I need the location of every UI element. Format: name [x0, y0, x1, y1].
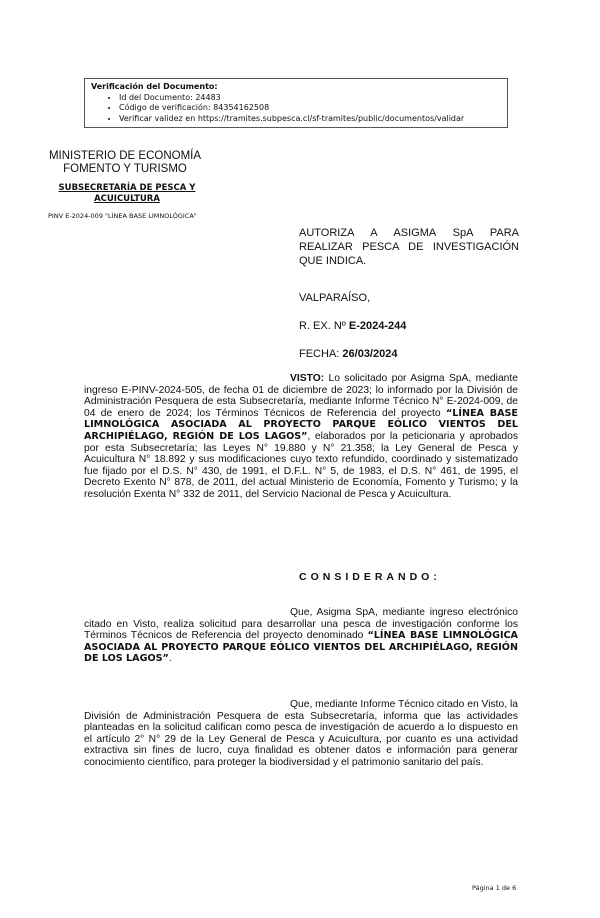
document-reference: PINV E-2024-009 "LÍNEA BASE LIMNOLÓGICA" — [48, 212, 197, 220]
resolution-heading: AUTORIZA A ASIGMA SpA PARA REALIZAR PESCA DE INVESTIGACIÓN QUE INDICA. — [299, 227, 519, 267]
verification-code: • Código de verificación: 84354162508 — [119, 103, 501, 114]
resolution-city: VALPARAÍSO, — [299, 292, 371, 304]
visto-paragraph: VISTO: Lo solicitado por Asigma SpA, mediante ingreso E-PINV-2024-505, de fecha 01 de diciembre de 2023; lo informado por la División de Administración Pesquera de esta Subsecretaría, mediante Informe Técnico N° E-2024-009, de 04 de enero de 2024; los Términos Técnicos de Referencia del proyecto “LÍNEA BASE LIMNOLÓGICA ASOCIADA AL PROYECTO PARQUE EÓLICO VIENTOS DEL ARCHIPIÉLAGO, REGIÓN DE LOS LAGOS”, elaborados por la peticionaria y aprobados por esta Subsecretaría; las Leyes N° 19.880 y N° 21.358; la Ley General de Pesca y Acuicultura N° 18.892 y sus modificaciones cuyo texto refundido, coordinado y sistematizado fue fijado por el D.S. N° 430, de 1991, el D.F.L. N° 5, de 1983, el D.S. N° 461, de 1995, el Decreto Exento N° 878, de 2011, del actual Ministerio de Economía, Fomento y Turismo; y la resolución Exenta N° 332 de 2011, del Servicio Nacional de Pesca y Acuicultura. — [84, 373, 518, 500]
verification-list — [91, 93, 501, 125]
page-number: Página 1 de 6 — [472, 884, 517, 892]
verification-title: Verificación del Documento: — [91, 82, 218, 91]
subsecretaria-name: SUBSECRETARÍA DE PESCA Y ACUICULTURA — [58, 183, 196, 204]
verification-box — [84, 78, 508, 128]
resolution-number: R. EX. Nº E-2024-244 — [299, 320, 407, 332]
ministry-name: MINISTERIO DE ECONOMÍA FOMENTO Y TURISMO — [48, 150, 202, 175]
verification-url[interactable]: • Verificar validez en https://tramites.subpesca.cl/sf-tramites/public/documentos/validar — [119, 114, 501, 125]
resolution-date: FECHA: 26/03/2024 — [299, 348, 398, 360]
considerando-title: CONSIDERANDO: — [299, 571, 441, 583]
considerando-paragraph-1: Que, Asigma SpA, mediante ingreso electrónico citado en Visto, realiza solicitud para desarrollar una pesca de investigación conforme los Términos Técnicos de Referencia del proyecto denominado “LÍNEA BASE LIMNOLÓGICA ASOCIADA AL PROYECTO PARQUE EÓLICO VIENTOS DEL ARCHIPIÉLAGO, REGIÓN DE LOS LAGOS”. — [84, 607, 518, 665]
document-id: • Id del Documento: 24483 — [119, 93, 501, 104]
considerando-paragraph-2: Que, mediante Informe Técnico citado en Visto, la División de Administración Pesquera de esta Subsecretaría, informa que las actividades planteadas en la solicitud califican como pesca de investigación de acuerdo a lo dispuesto en el artículo 2° N° 29 de la Ley General de Pesca y Acuicultura, por cuanto es una actividad extractiva sin fines de lucro, cuya finalidad es obtener datos e información para generar conocimiento científico, para proteger la biodiversidad y el patrimonio sanitario del país. — [84, 699, 518, 768]
